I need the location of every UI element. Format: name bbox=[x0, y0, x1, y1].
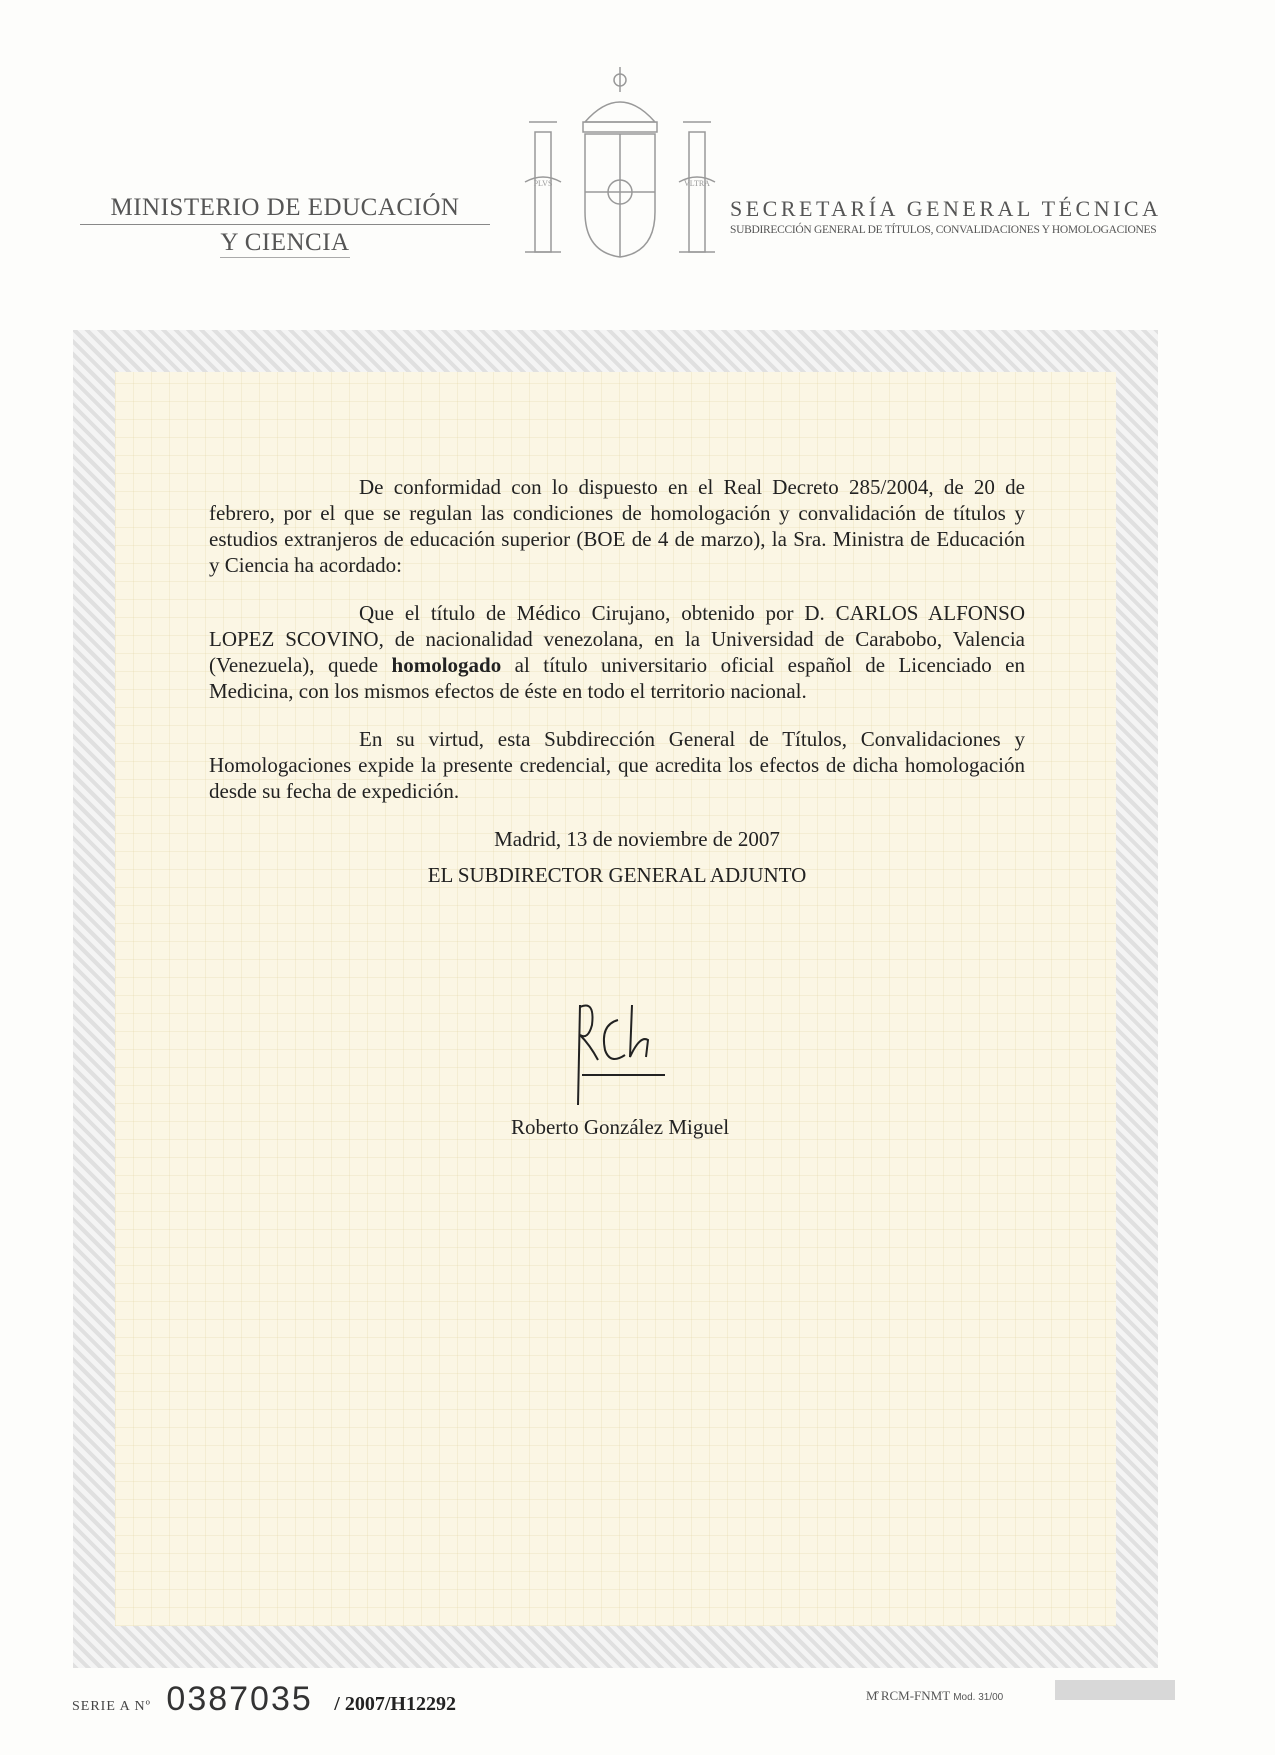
secretaria-header bbox=[730, 196, 1170, 236]
signature bbox=[570, 995, 680, 1110]
serial-value: 0387035 bbox=[166, 1680, 313, 1718]
subdireccion-title: SUBDIRECCIÓN GENERAL DE TÍTULOS, CONVALIDACIONES Y HOMOLOGACIONES bbox=[730, 224, 1157, 236]
serial-number bbox=[72, 1680, 456, 1719]
crown-m-icon: M̊ bbox=[866, 1688, 881, 1703]
svg-text:VLTRA: VLTRA bbox=[684, 179, 710, 188]
ministry-line2: Y CIENCIA bbox=[220, 229, 350, 256]
paragraph-homologation: Que el título de Médico Cirujano, obtenido por D. CARLOS ALFONSO LOPEZ SCOVINO, de nacionalidad venezolana, en la Universidad de Carabobo, Valencia (Venezuela), quede homologado al título universitario oficial español de Licenciado en Medicina, con los mismos efectos de éste en todo el territorio nacional. bbox=[209, 601, 1026, 703]
paragraph-credential: En su virtud, esta Subdirección General de Títulos, Convalidaciones y Homologaciones expide la presente credencial, que acredita los efectos de dicha homologación desde su fecha de expedición. bbox=[209, 727, 1025, 803]
printer-mark: M̊ RCM-FNMT Mod. 31/00 bbox=[866, 1688, 1004, 1703]
certificate-body bbox=[209, 474, 1025, 888]
place-date: Madrid, 13 de noviembre de 2007 bbox=[494, 827, 780, 851]
secretaria-title: SECRETARÍA GENERAL TÉCNICA bbox=[730, 196, 1162, 221]
gray-strip bbox=[1055, 1680, 1175, 1700]
svg-text:PLVS: PLVS bbox=[533, 179, 553, 188]
paragraph-decree: De conformidad con lo dispuesto en el Real Decreto 285/2004, de 20 de febrero, por el que se regulan las condiciones de homologación y convalidación de títulos y estudios extranjeros de educación superior (BOE de 4 de marzo), la Sra. Ministra de Educación y Ciencia ha acordado: bbox=[209, 475, 1025, 577]
serie-label: SERIE A Nº bbox=[72, 1699, 151, 1714]
ministry-line1: MINISTERIO DE EDUCACIÓN bbox=[80, 194, 490, 225]
homologado-bold: homologado bbox=[391, 653, 502, 677]
signer-title: EL SUBDIRECTOR GENERAL ADJUNTO bbox=[427, 863, 807, 887]
ministry-name bbox=[80, 194, 490, 258]
coat-of-arms-icon bbox=[515, 62, 725, 272]
signer-name: Roberto González Miguel bbox=[510, 1115, 730, 1139]
reference-number: / 2007/H12292 bbox=[334, 1693, 456, 1715]
